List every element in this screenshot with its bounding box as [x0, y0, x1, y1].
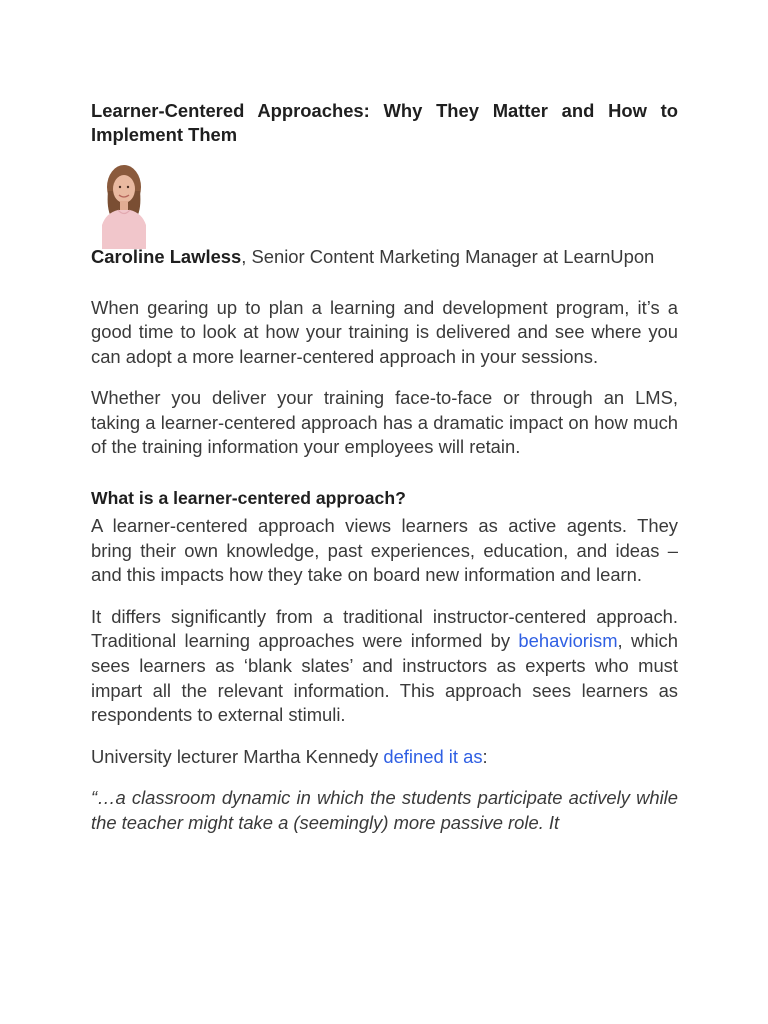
section-heading: What is a learner-centered approach? [91, 488, 406, 509]
behaviorism-link[interactable]: behaviorism [518, 630, 618, 652]
section-paragraph-2-text-b: , which sees learners as ‘blank slates’ and instructors as experts who must impart all the relevant information. This approach sees learners as respondents to external stimuli. [91, 630, 678, 726]
intro-paragraph-1: When gearing up to plan a learning and development program, it’s a good time to look at how your training is delivered and see where you can adopt a more learner-centered approach in your sessions. [91, 296, 678, 367]
section-paragraph-2 [91, 605, 678, 728]
section-paragraph-3-text-a: University lecturer Martha Kennedy [91, 745, 384, 767]
defined-it-as-link[interactable]: defined it as [383, 745, 483, 767]
author-name: Caroline Lawless [91, 246, 242, 267]
kennedy-quote: “…a classroom dynamic in which the students participate actively while the teacher might take a (seemingly) more passive role. It [91, 787, 678, 833]
author-photo [100, 161, 146, 249]
article-title: Learner-Centered Approaches: Why They Matter and How to Implement Them [91, 100, 678, 145]
intro-paragraph-2: Whether you deliver your training face-to-face or through an LMS, taking a learner-centered approach has a dramatic impact on how much of the training information your employees will retain. [91, 387, 678, 458]
section-paragraph-2-text-a: It differs significantly from a traditional instructor-centered approach. Traditional learning approaches were informed by [91, 605, 678, 652]
section-paragraph-3 [91, 745, 678, 770]
section-paragraph-3-text-b: : [482, 745, 488, 767]
author-byline [91, 245, 678, 270]
author-role: , Senior Content Marketing Manager at LearnUpon [241, 246, 655, 267]
section-paragraph-1: A learner-centered approach views learners as active agents. They bring their own knowledge, past experiences, education, and ideas – and this impacts how they take on board new information and learn. [91, 515, 678, 586]
